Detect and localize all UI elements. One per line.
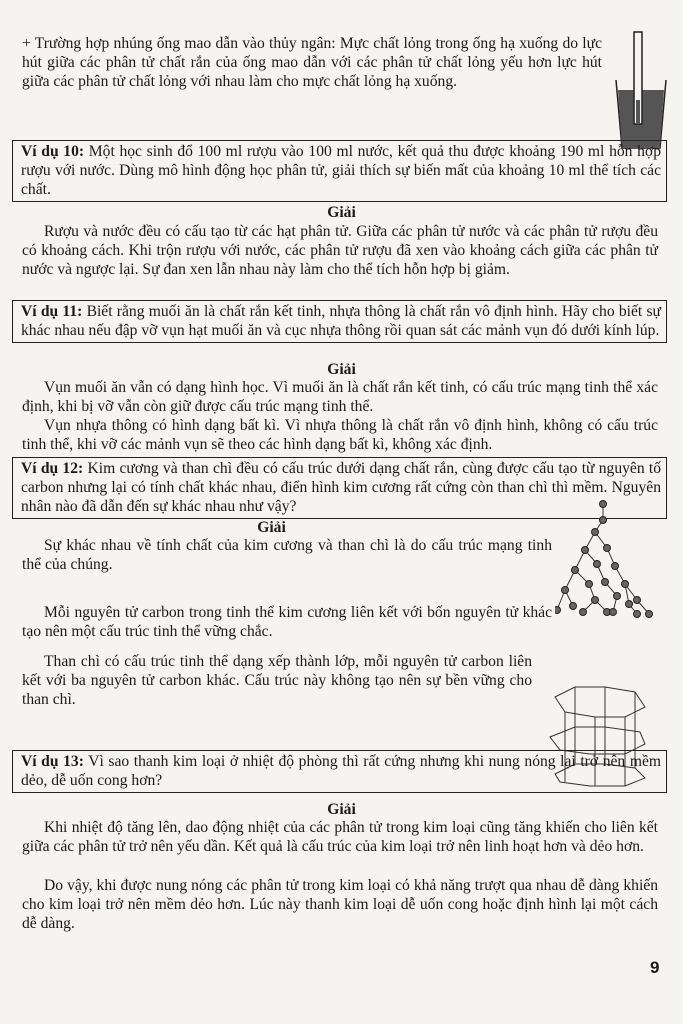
example-13-box <box>12 750 667 793</box>
answer-paragraph: Vụn nhựa thông có hình dạng bất kì. Vì nhựa thông là chất rắn vô định hình, không có cấu trúc tinh thể, khi vỡ các mảnh vụn sẽ theo các hình dạng bất kì, không xác định. <box>22 417 658 453</box>
answer-paragraph: Khi nhiệt độ tăng lên, dao động nhiệt của các phân tử trong kim loại cũng tăng khiến cho liên kết giữa các phân tử trở nên yếu dần. Kết quả là cấu trúc của kim loại trở nên linh hoạt hơn và dẻo hơn. <box>22 819 658 855</box>
example-question: Vì sao thanh kim loại ở nhiệt độ phòng thì rất cứng nhưng khi nung nóng lại trở nên mềm dẻo, dễ uốn cong hơn? <box>21 753 661 789</box>
example-label: Ví dụ 12: <box>21 460 84 477</box>
answer-paragraph: Rượu và nước đều có cấu tạo từ các hạt phân tử. Giữa các phân tử nước và các phân tử rượu đều có khoảng cách. Khi trộn rượu với nước, các phân tử rượu đã xen vào khoảng cách giữa các phân tử nước và ngược lại. Sự đan xen lẫn nhau này làm cho thể tích hỗn hợp bị giảm. <box>22 223 658 278</box>
example-10-box <box>12 140 667 202</box>
intro-paragraph <box>22 34 602 91</box>
answer-paragraph: Mỗi nguyên tử carbon trong tinh thể kim cương liên kết với bốn nguyên tử khác tạo nên một cấu trúc tinh thể vững chắc. <box>22 604 552 640</box>
answer-paragraph: Do vậy, khi được nung nóng các phân tử trong kim loại có khả năng trượt qua nhau dễ dàng khiến cho kim loại trở nên mềm dẻo hơn. Lúc này thanh kim loại dễ uốn cong hoặc định hình lại một cách dễ dàng. <box>22 877 658 932</box>
answer-paragraph: Sự khác nhau về tính chất của kim cương và than chì là do cấu trúc mạng tinh thể của chúng. <box>22 537 552 573</box>
solution-heading: Giải <box>327 204 356 221</box>
answer-paragraph: Than chì có cấu trúc tinh thể dạng xếp thành lớp, mỗi nguyên tử carbon liên kết với ba nguyên tử carbon khác. Cấu trúc này không tạo nên sự bền vững cho than chì. <box>22 653 532 708</box>
example-label: Ví dụ 11: <box>21 303 83 320</box>
answer-paragraph: Vụn muối ăn vẫn có dạng hình học. Vì muối ăn là chất rắn kết tinh, có cấu trúc mạng tinh thể xác định, khi bị vỡ vẫn còn giữ được cấu trúc mạng tinh thể. <box>22 379 658 415</box>
diamond-structure-figure <box>555 500 655 650</box>
solution-heading: Giải <box>257 519 286 536</box>
example-question: Một học sinh đổ 100 ml rượu vào 100 ml nước, kết quả thu được khoảng 190 ml hỗn hợp rượu với nước. Dùng mô hình động học phân tử, giải thích sự biến mất của khoảng 10 ml thể tích các chất. <box>21 143 661 198</box>
example-label: Ví dụ 10: <box>21 143 85 160</box>
example-question: Biết rằng muối ăn là chất rắn kết tinh, nhựa thông là chất rắn vô định hình. Hãy cho biết sự khác nhau nếu đập vỡ vụn hạt muối ăn và cục nhựa thông rồi quan sát các mảnh vụn đó dưới kính lúp. <box>21 303 662 339</box>
page-number: 9 <box>650 958 660 977</box>
solution-heading: Giải <box>327 361 356 378</box>
example-question: Kim cương và than chì đều có cấu trúc dưới dạng chất rắn, cùng được cấu tạo từ nguyên tố carbon nhưng lại có tính chất khác nhau, điển hình kim cương rất cứng còn than chì thì mềm. Nguyên nhân nào đã dẫn đến sự khác nhau như vậy? <box>21 460 662 515</box>
capillary-beaker-figure <box>612 30 668 150</box>
intro-text: + Trường hợp nhúng ống mao dẫn vào thủy ngân: Mực chất lỏng trong ống hạ xuống do lực hút giữa các phân tử chất rắn của ống mao dẫn với các phân tử chất lỏng yếu hơn lực hút giữa các phân tử chất lỏng với nhau làm cho mực chất lỏng hạ xuống. <box>22 35 602 90</box>
solution-heading: Giải <box>327 801 356 818</box>
example-label: Ví dụ 13: <box>21 753 84 770</box>
example-11-box <box>12 300 667 343</box>
